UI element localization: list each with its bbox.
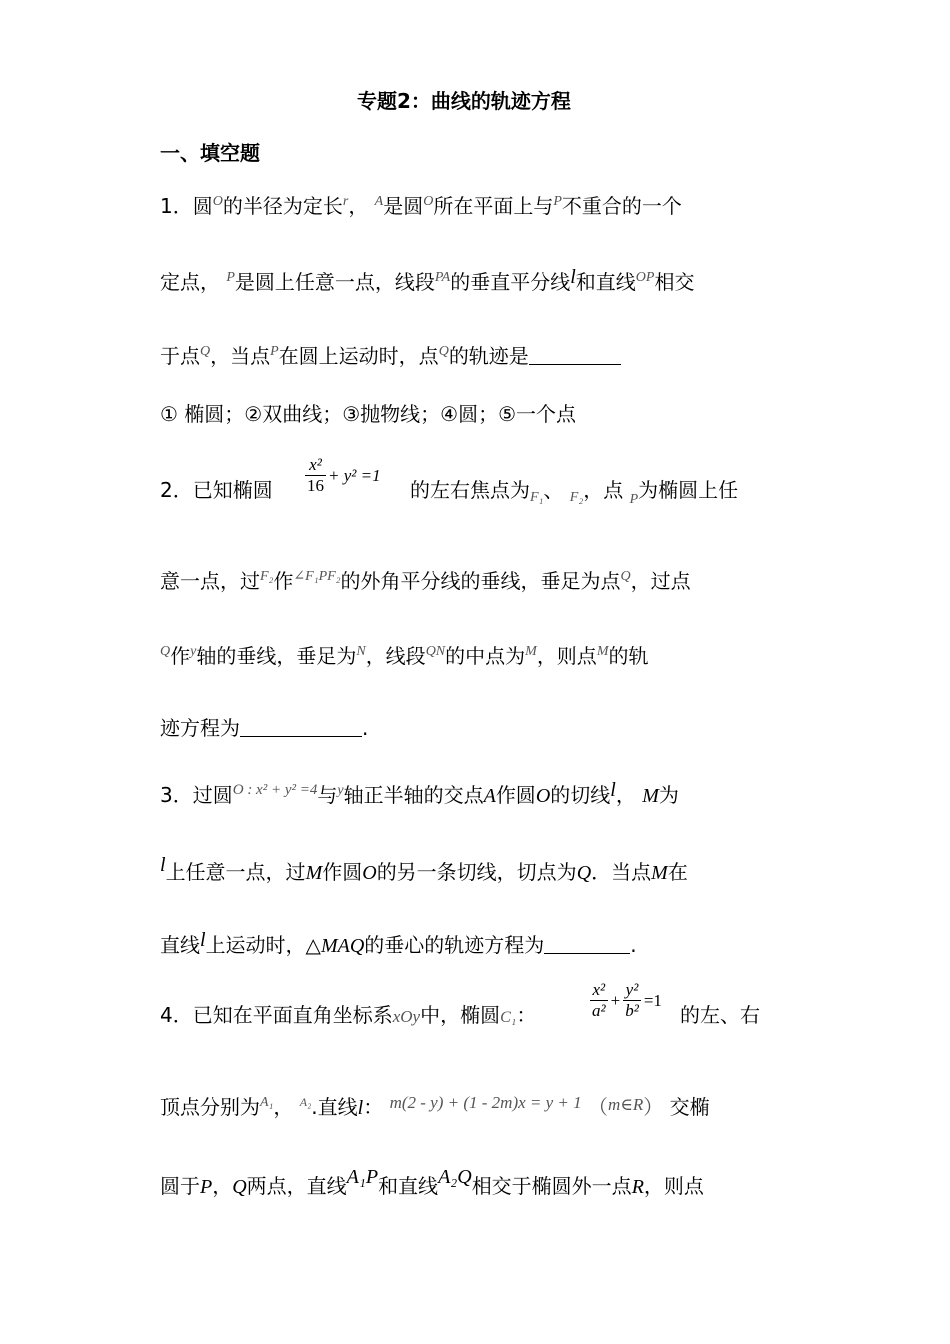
q1-text: 所在平面上与: [433, 194, 554, 218]
math-M: M: [525, 644, 537, 659]
q3-text: 直线: [160, 933, 200, 957]
q2-text: 迹方程为: [160, 716, 240, 740]
q4-text: 已知在平面直角坐标系: [192, 1003, 393, 1027]
q1-line2: [160, 265, 694, 294]
q3-text: 在: [667, 860, 688, 884]
q4-text: 两点，直线: [246, 1174, 347, 1198]
q4-text: .直线: [311, 1095, 358, 1119]
q2-text: 为椭圆上任: [638, 478, 739, 502]
math-l: l: [357, 1097, 364, 1119]
q1-text: 的半径为定长: [222, 194, 343, 218]
q3-text: .: [630, 933, 637, 957]
q2-line2: [160, 565, 691, 593]
q2-text: 的轨: [608, 644, 649, 668]
q1-number: 1．: [160, 194, 193, 218]
math-A1: A₁: [260, 1095, 274, 1110]
math-M: M: [642, 785, 659, 807]
frac-denominator: b²: [625, 1001, 639, 1020]
q3-text: 的切线: [550, 783, 611, 807]
q4-text: 圆于: [160, 1174, 200, 1198]
math-P: P: [629, 492, 639, 507]
math-l: l: [610, 779, 616, 801]
q3-text: 上任意一点，过: [165, 860, 306, 884]
q4-line3: [160, 1165, 704, 1199]
math-F1: F₁: [530, 490, 544, 505]
math-P: P: [553, 194, 562, 209]
math-y: y: [190, 644, 197, 659]
q3-text: 的垂心的轨迹方程为: [364, 933, 545, 957]
q2-text: 、: [543, 478, 564, 502]
math-P: P: [270, 344, 279, 359]
math-xOy: xOy: [392, 1007, 421, 1026]
math-Q: Q: [438, 344, 449, 359]
q4-text: 和直线: [378, 1174, 439, 1198]
frac-denominator: 16: [307, 476, 324, 495]
math-angle: ∠F₁PF₂: [293, 569, 341, 584]
math-l: l: [570, 266, 576, 288]
math-M: M: [651, 862, 668, 884]
math-l: l: [160, 854, 166, 876]
q4-text: ）: [643, 1095, 664, 1119]
math-N: N: [356, 644, 366, 659]
math-l: l: [200, 929, 206, 951]
q4-text: 顶点分别为: [160, 1095, 260, 1119]
math-condition: m∈R: [608, 1095, 644, 1114]
q1-text: 不重合的一个: [561, 194, 682, 218]
math-circle-equation: O : x² + y² =4: [232, 782, 318, 798]
math-O: O: [423, 194, 434, 209]
math-A: A: [483, 785, 496, 807]
q1-text: 的垂直平分线: [450, 270, 571, 294]
q2-text: ，线段: [365, 644, 426, 668]
q2-text: ，过点: [630, 569, 691, 593]
q1-text: ，: [348, 194, 369, 218]
q2-line3: [160, 640, 648, 668]
q2-text: ，则点: [536, 644, 597, 668]
q2-text: 的左右焦点为: [410, 478, 530, 502]
plus-sign: +: [610, 990, 621, 1010]
q2-text: 的外角平分线的垂线，垂足为点: [340, 569, 621, 593]
q4-line1-rest: 的左、右: [680, 1003, 760, 1027]
q2-number: 2．: [160, 478, 193, 502]
q4-text: ：: [363, 1095, 384, 1119]
equation-rest: + y² =1: [328, 465, 381, 485]
q1-text: 圆: [192, 194, 213, 218]
q2-line1-rest: [410, 478, 738, 512]
math-line-equation: m(2 - y) + (1 - 2m)x = y + 1: [389, 1093, 582, 1112]
math-O: O: [535, 785, 551, 807]
math-P: P: [200, 1176, 213, 1198]
q1-text: 是圆上任意一点，线段: [234, 270, 435, 294]
math-PA: PA: [434, 270, 451, 285]
math-A2Q: A₂Q: [438, 1166, 472, 1188]
math-M: M: [596, 644, 609, 659]
q1-text: 于点: [160, 344, 200, 368]
math-O: O: [362, 862, 377, 884]
q4-number: 4．: [160, 1003, 193, 1027]
section-heading: 一、填空题: [160, 141, 260, 165]
q2-ellipse-equation: [305, 455, 381, 496]
q1-text: 定点，: [160, 270, 220, 294]
q4-line1: [160, 1003, 536, 1030]
q1-text: ，当点: [210, 344, 271, 368]
answer-blank: [240, 718, 362, 737]
math-QN: QN: [425, 644, 446, 659]
q4-ellipse-equation: [590, 980, 662, 1021]
q2-text: 意一点，过: [160, 569, 260, 593]
q2-line4: [160, 716, 368, 740]
math-r: r: [342, 194, 349, 209]
q4-text: ，则点: [643, 1174, 704, 1198]
q3-line2: [160, 853, 688, 885]
q1-text: 的轨迹是: [448, 344, 529, 368]
math-A: A: [374, 194, 384, 209]
q1-text: 是圆: [383, 194, 424, 218]
q3-text: ，: [615, 783, 636, 807]
math-M: M: [305, 862, 323, 884]
math-y: y: [337, 783, 344, 798]
answer-blank: [544, 935, 630, 954]
math-OP: OP: [635, 270, 655, 285]
q3-line1: [160, 778, 679, 808]
q1-line3: [160, 340, 621, 368]
q3-text: 的另一条切线，切点为: [376, 860, 577, 884]
math-F2: F₂: [569, 490, 584, 505]
frac-numerator: y²: [623, 980, 641, 1001]
q2-text: .: [362, 716, 369, 740]
frac-numerator: x²: [590, 980, 608, 1001]
math-A1P: A₁P: [346, 1166, 379, 1188]
math-Q: Q: [576, 862, 592, 884]
math-P: P: [226, 270, 235, 285]
q1-options: ① 椭圆；②双曲线；③抛物线；④圆；⑤一个点: [160, 402, 577, 426]
q2-text: ，点: [583, 478, 624, 502]
q4-text: 交椭: [669, 1095, 710, 1119]
math-Q: Q: [200, 344, 211, 359]
q3-line3: [160, 928, 637, 958]
math-F2: F₂: [260, 569, 274, 584]
q4-text: 中，椭圆: [420, 1003, 501, 1027]
q4-line2: [160, 1090, 710, 1120]
q3-text: 为: [658, 783, 679, 807]
q1-text: 相交: [654, 270, 695, 294]
q4-text: 相交于椭圆外一点: [471, 1174, 632, 1198]
q3-text: 与: [317, 783, 338, 807]
math-Q: Q: [160, 644, 171, 659]
q1-text: 在圆上运动时，点: [278, 344, 439, 368]
math-O: O: [212, 194, 223, 209]
answer-blank: [529, 346, 621, 365]
q3-text: 上运动时，△: [205, 933, 321, 957]
q4-text: ，: [212, 1174, 233, 1198]
q3-text: ．当点: [591, 860, 652, 884]
math-Q: Q: [232, 1176, 247, 1198]
frac-numerator: x²: [305, 455, 326, 476]
q3-number: 3．: [160, 783, 193, 807]
q2-text: 的中点为: [445, 644, 526, 668]
equals-one: =1: [643, 990, 662, 1010]
q2-text: 作: [170, 644, 191, 668]
math-A2: A₂: [299, 1095, 312, 1109]
q4-text: （: [588, 1095, 609, 1119]
frac-denominator: a²: [592, 1001, 606, 1020]
q4-text: ，: [273, 1095, 294, 1119]
q2-text: 轴的垂线，垂足为: [196, 644, 357, 668]
q3-text: 过圆: [192, 783, 233, 807]
math-MAQ: MAQ: [320, 935, 365, 957]
q1-line1: [160, 190, 682, 218]
q4-text: ：: [516, 1003, 537, 1027]
page-title: 专题2：曲线的轨迹方程: [357, 89, 571, 113]
q3-text: 作圆: [495, 783, 536, 807]
q2-line1: [160, 478, 273, 502]
q3-text: 作圆: [322, 860, 363, 884]
q3-text: 轴正半轴的交点: [343, 783, 484, 807]
math-R: R: [631, 1176, 644, 1198]
math-Q: Q: [620, 569, 631, 584]
q1-text: 和直线: [575, 270, 636, 294]
q2-text: 作: [273, 569, 294, 593]
math-C1: C₁: [500, 1009, 517, 1026]
q2-text: 已知椭圆: [192, 478, 273, 502]
